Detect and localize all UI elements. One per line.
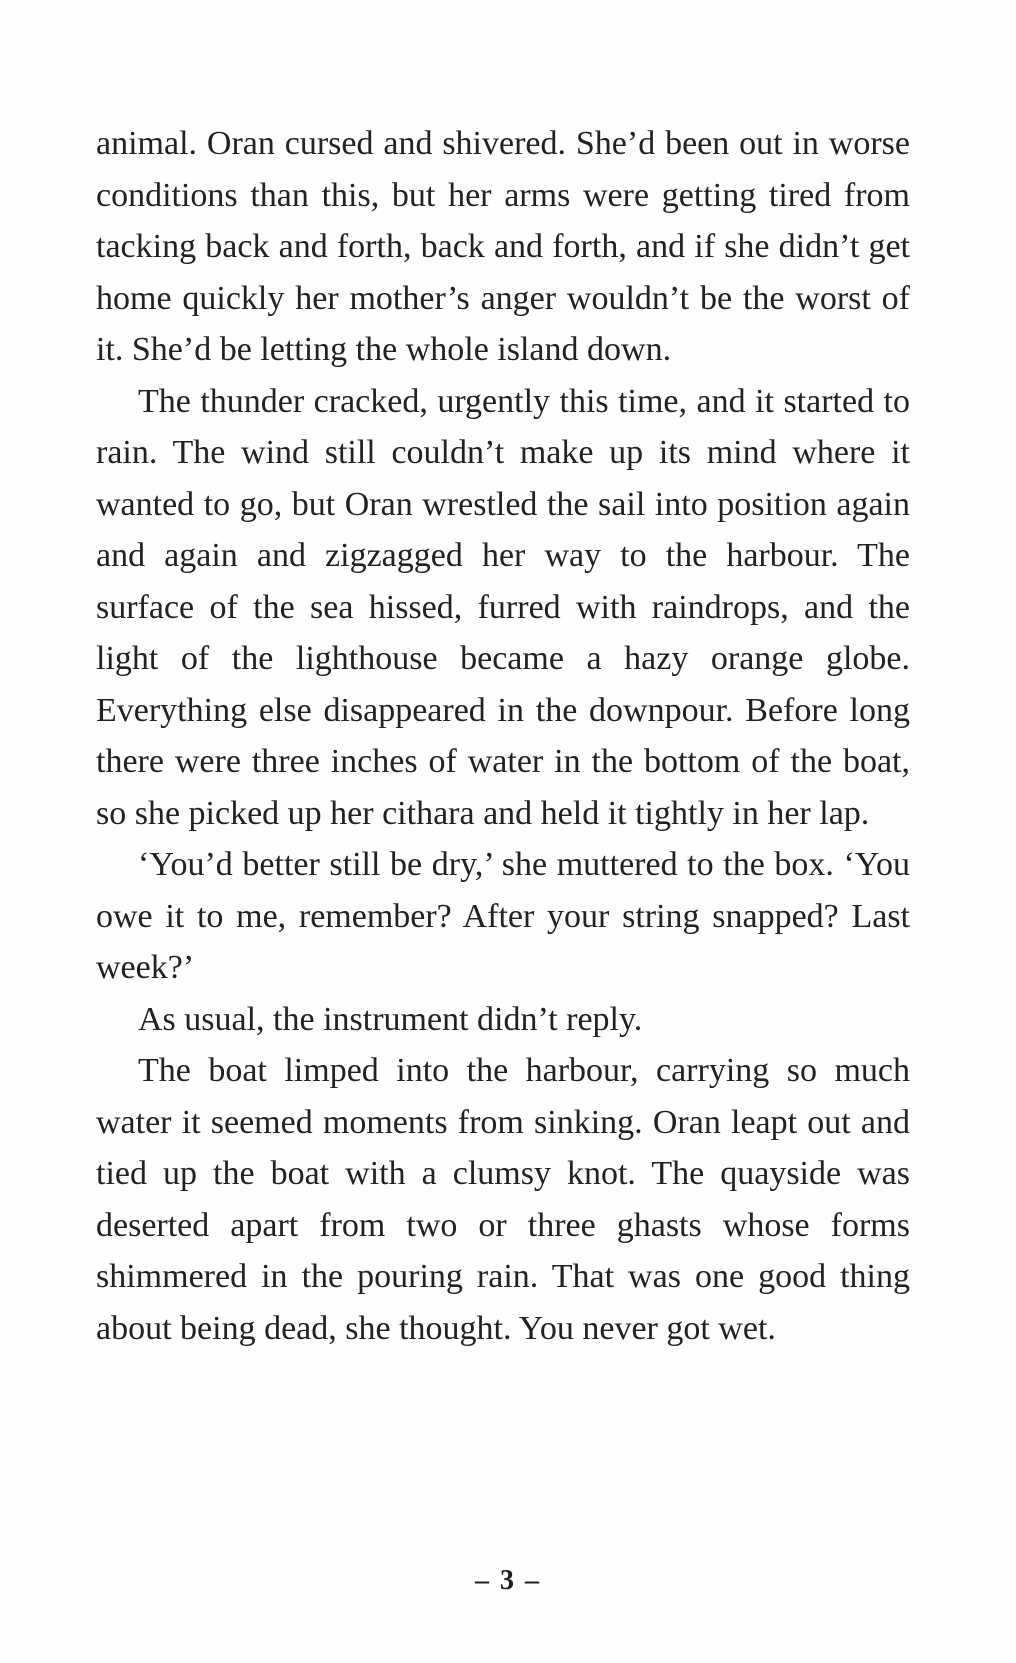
body-text xyxy=(96,118,910,1354)
page-number: – 3 – xyxy=(475,1565,541,1596)
paragraph-4: As usual, the instrument didn’t reply. xyxy=(138,1000,643,1038)
paragraph-1: animal. Oran cursed and shivered. She’d been out in worse conditions than this, but her arms were getting tired from tacking back and forth, back and forth, and if she didn’t get home quickly her mother’s anger wouldn’t be the worst of it. She’d be letting the whole island down. xyxy=(96,125,910,368)
paragraph-5: The boat limped into the harbour, carrying so much water it seemed moments from sinking. Oran leapt out and tied up the boat with a clumsy knot. The quayside was deserted apart from two or three ghasts whose forms shimmered in the pouring rain. That was one good thing about being dead, she thought. You never got wet. xyxy=(96,1052,910,1347)
paragraph-3: ‘You’d better still be dry,’ she muttered to the box. ‘You owe it to me, remember? After your string snapped? Last week?’ xyxy=(96,846,910,986)
paragraph-2: The thunder cracked, urgently this time, and it started to rain. The wind still couldn’t make up its mind where it wanted to go, but Oran wrestled the sail into position again and again and zigzagged her way to the harbour. The surface of the sea hissed, furred with raindrops, and the light of the lighthouse became a hazy orange globe. Everything else disappeared in the downpour. Before long there were three inches of water in the bottom of the boat, so she picked up her cithara and held it tightly in her lap. xyxy=(96,382,910,832)
